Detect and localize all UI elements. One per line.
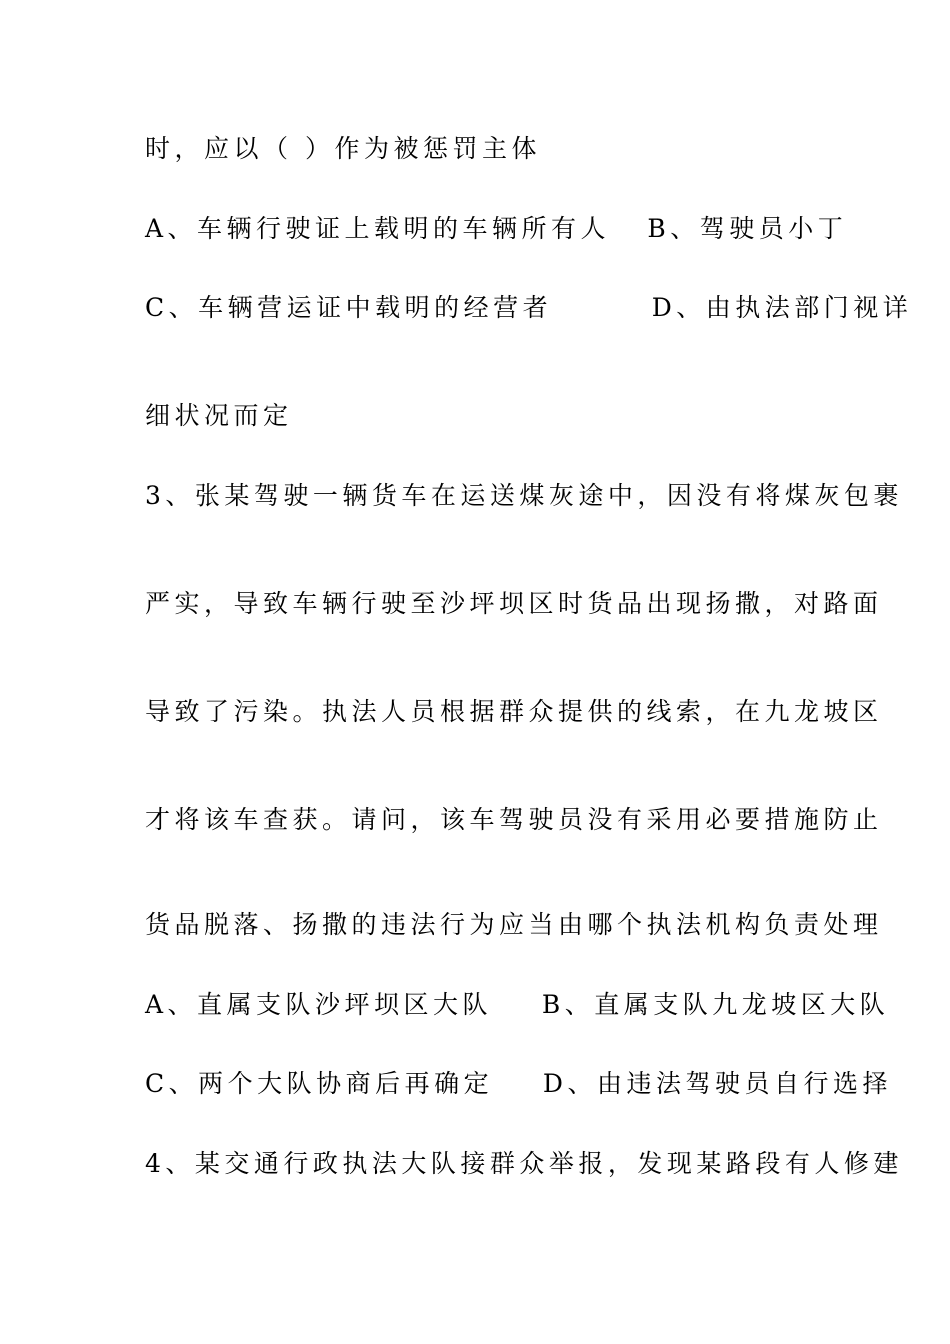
question-2-stem-end: 时，应以（ ）作为被惩罚主体 [145, 134, 541, 163]
question-3-option-a-b: A、直属支队沙坪坝区大队 B、直属支队九龙坡区大队 [145, 990, 890, 1019]
question-3-option-c-d: C、两个大队协商后再确定 D、由违法驾驶员自行选择 [145, 1069, 892, 1098]
question-3-line-4: 才将该车查获。请问，该车驾驶员没有采用必要措施防止 [145, 805, 883, 834]
question-4-line-1: 4、某交通行政执法大队接群众举报，发现某路段有人修建 [145, 1149, 903, 1178]
question-2-option-d-cont: 细状况而定 [145, 401, 293, 430]
question-2-option-c-d: C、车辆营运证中载明的经营者 D、由执法部门视详 [145, 293, 913, 322]
question-3-line-3: 导致了污染。执法人员根据群众提供的线索，在九龙坡区 [145, 697, 883, 726]
question-3-line-1: 3、张某驾驶一辆货车在运送煤灰途中，因没有将煤灰包裹 [145, 481, 903, 510]
question-3-line-5: 货品脱落、扬撒的违法行为应当由哪个执法机构负责处理 [145, 910, 883, 939]
question-2-option-a-b: A、车辆行驶证上载明的车辆所有人 B、驾驶员小丁 [145, 214, 848, 243]
question-3-line-2: 严实，导致车辆行驶至沙坪坝区时货品出现扬撒，对路面 [145, 589, 883, 618]
